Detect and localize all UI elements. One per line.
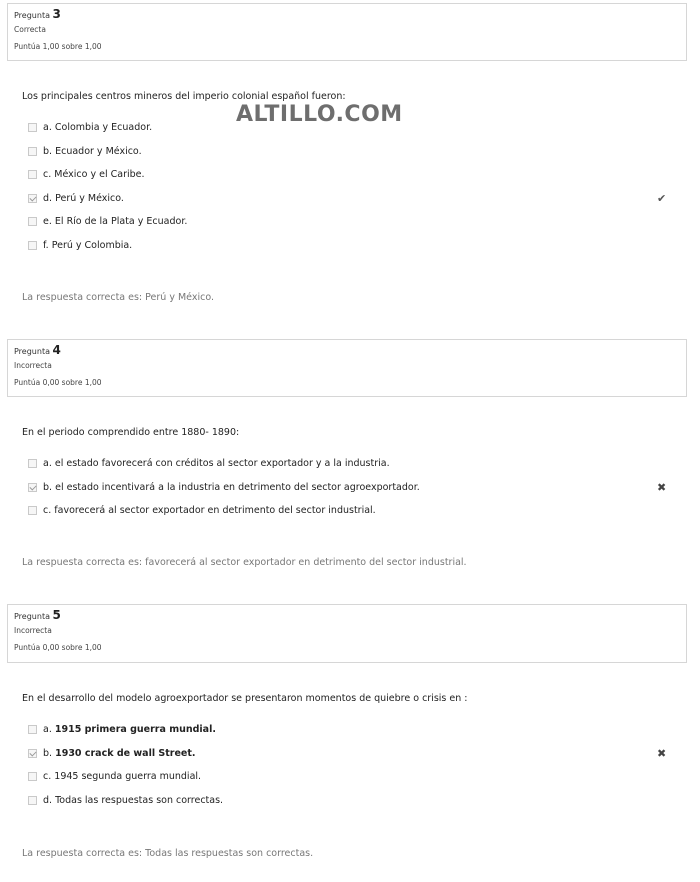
answer-option[interactable]: b. Ecuador y México. [28, 140, 668, 164]
answer-checkbox-checked[interactable] [28, 749, 37, 758]
answer-checkbox[interactable] [28, 459, 37, 468]
question-5-text: En el desarrollo del modelo agroexportador se presentaron momentos de quiebre o crisis en : [22, 693, 468, 704]
answer-text: el estado favorecerá con créditos al sector exportador y a la industria. [54, 458, 390, 470]
answer-text: el estado incentivará a la industria en detrimento del sector agroexportador. [55, 481, 420, 493]
incorrect-x-icon: ✖ [657, 746, 667, 760]
watermark: ALTILLO.COM [236, 102, 403, 127]
answer-text: Perú y Colombia. [51, 239, 133, 251]
question-3-number: 3 [52, 7, 61, 21]
answer-option[interactable]: d. Todas las respuestas son correctas. [28, 789, 668, 813]
answer-text: 1930 crack de wall Street. [55, 747, 196, 759]
incorrect-x-icon: ✖ [657, 480, 667, 494]
answer-checkbox[interactable] [28, 241, 37, 250]
answer-option-selected[interactable]: b. el estado incentivará a la industria en detrimento del sector agroexportador. ✖ [28, 476, 668, 500]
answer-checkbox[interactable] [28, 772, 37, 781]
answer-checkbox[interactable] [28, 170, 37, 179]
answer-checkbox[interactable] [28, 506, 37, 515]
question-5-number: 5 [52, 608, 61, 622]
answer-text: 1945 segunda guerra mundial. [54, 771, 202, 783]
answer-option[interactable]: a. 1915 primera guerra mundial. [28, 718, 668, 742]
answer-text: 1915 primera guerra mundial. [54, 724, 216, 736]
question-5-feedback: La respuesta correcta es: Todas las respuestas son correctas. [22, 848, 314, 859]
answer-option-selected[interactable]: b. 1930 crack de wall Street. ✖ [28, 742, 668, 766]
answer-checkbox[interactable] [28, 796, 37, 805]
answer-checkbox[interactable] [28, 123, 37, 132]
question-3-info [7, 3, 687, 61]
answer-checkbox-checked[interactable] [28, 194, 37, 203]
question-3-answers [28, 116, 668, 257]
answer-option[interactable]: e. El Río de la Plata y Ecuador. [28, 210, 668, 234]
answer-checkbox[interactable] [28, 725, 37, 734]
question-4-state: Incorrecta [14, 361, 52, 370]
question-3-grade: Puntúa 1,00 sobre 1,00 [14, 42, 102, 51]
question-4-answers [28, 452, 668, 523]
question-5-grade: Puntúa 0,00 sobre 1,00 [14, 643, 102, 652]
question-5-info [7, 604, 687, 663]
answer-option[interactable]: a. el estado favorecerá con créditos al sector exportador y a la industria. [28, 452, 668, 476]
answer-text: Colombia y Ecuador. [54, 122, 153, 134]
answer-option[interactable]: f. Perú y Colombia. [28, 234, 668, 258]
question-3-state: Correcta [14, 25, 46, 34]
answer-option[interactable]: c. 1945 segunda guerra mundial. [28, 765, 668, 789]
question-5-answers [28, 718, 668, 812]
answer-checkbox[interactable] [28, 147, 37, 156]
question-5-title: Pregunta 5 [14, 608, 61, 622]
question-3-text: Los principales centros mineros del imperio colonial español fueron: [22, 91, 346, 102]
answer-option[interactable]: a. Colombia y Ecuador. [28, 116, 668, 140]
answer-text: favorecerá al sector exportador en detrimento del sector industrial. [54, 505, 376, 517]
question-4-feedback: La respuesta correcta es: favorecerá al sector exportador en detrimento del sector industrial. [22, 557, 467, 568]
answer-option[interactable]: c. favorecerá al sector exportador en detrimento del sector industrial. [28, 499, 668, 523]
answer-text: México y el Caribe. [54, 169, 145, 181]
question-5-state: Incorrecta [14, 626, 52, 635]
question-3-feedback: La respuesta correcta es: Perú y México. [22, 292, 215, 303]
answer-checkbox[interactable] [28, 217, 37, 226]
answer-option-selected[interactable]: d. Perú y México. ✔ [28, 187, 668, 211]
question-4-grade: Puntúa 0,00 sobre 1,00 [14, 378, 102, 387]
answer-text: Todas las respuestas son correctas. [55, 794, 224, 806]
question-4-title: Pregunta 4 [14, 343, 61, 357]
answer-text: Ecuador y México. [55, 145, 142, 157]
question-4-number: 4 [52, 343, 61, 357]
question-4-info [7, 339, 687, 397]
answer-text: El Río de la Plata y Ecuador. [54, 216, 188, 228]
correct-check-icon: ✔ [657, 191, 667, 205]
question-4-text: En el periodo comprendido entre 1880- 1890: [22, 427, 240, 438]
question-3-title: Pregunta 3 [14, 7, 61, 21]
answer-option[interactable]: c. México y el Caribe. [28, 163, 668, 187]
answer-checkbox-checked[interactable] [28, 483, 37, 492]
answer-text: Perú y México. [55, 192, 124, 204]
